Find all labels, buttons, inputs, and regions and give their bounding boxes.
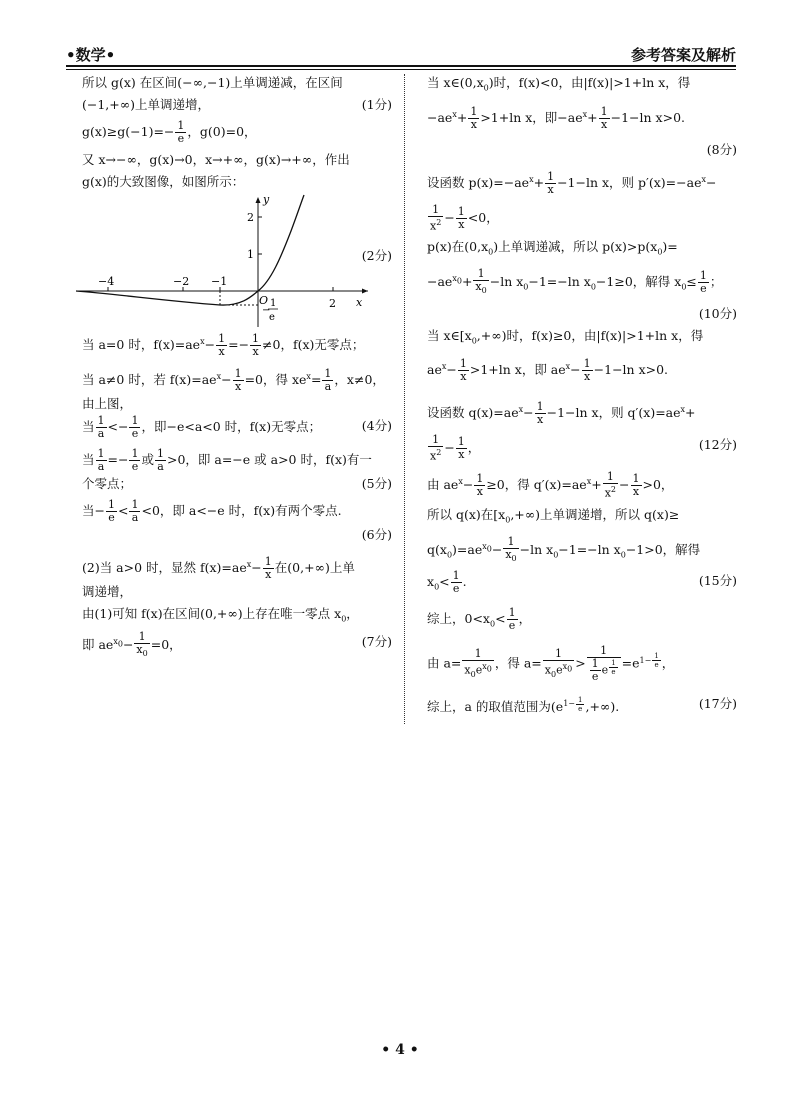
fraction: $\frac{1}{e}$ bbox=[177, 119, 185, 145]
score-mark: (5分) bbox=[361, 476, 392, 492]
score-mark: (15分) bbox=[698, 573, 737, 589]
x-label: x bbox=[356, 296, 363, 309]
text-line: 调递增， bbox=[82, 584, 133, 600]
score-line bbox=[82, 524, 392, 546]
text-line: 由 $ae^x-$ $\frac{1}{x}$ ≥0，得 $q'(x)=ae^x+$ $\frac{1}{x^2}$ − $\frac{1}{x}$ >0， bbox=[427, 470, 674, 501]
page-number: • 4 • bbox=[381, 1042, 419, 1058]
x-axis-arrow bbox=[362, 289, 368, 294]
score-mark: (6分) bbox=[361, 527, 392, 543]
score-line bbox=[427, 139, 737, 161]
text-line: 又 x→−∞，g(x)→0，x→+∞，g(x)→+∞，作出 bbox=[82, 152, 350, 167]
text-line: 综上，a 的取值范围为($e^{1- \frac{1}{e}}$ ,+∞). (17分) bbox=[427, 693, 737, 718]
score-mark: (8分) bbox=[706, 141, 737, 157]
text-line: 当 a=0 时，$f(x)=ae^x-$ $\frac{1}{x}$ =− $\frac{1}{x}$ ≠0，f(x)无零点； bbox=[82, 332, 365, 359]
text-line: 个零点； (5分) bbox=[82, 473, 392, 495]
text-line: $q(x_0)=ae^{x_0}-$ $\frac{1}{x_0}$ −ln $x_0-1=-\ln$ $x_0-1>0$，解得 bbox=[427, 534, 701, 563]
text-line: 所以 q(x)在$[x_0,+\infty)$上单调递增，所以 q(x)≥ bbox=[427, 507, 680, 525]
left-column bbox=[82, 72, 392, 660]
origin-label: O bbox=[259, 294, 269, 307]
header-rule bbox=[66, 65, 736, 67]
min-sign: − bbox=[262, 305, 271, 316]
text-line: g(x)≥g(−1)=− $\frac{1}{e}$ ，g(0)=0， bbox=[82, 119, 257, 145]
page-header bbox=[66, 44, 736, 66]
text-line: $\frac{1}{x^2}$ − $\frac{1}{x}$ <0， bbox=[430, 202, 499, 233]
right-column bbox=[427, 72, 737, 718]
graph-svg bbox=[76, 193, 376, 327]
text-line: 即 $ae^{x_0}-$ $\frac{1}{x_0}$ =0， (7分) bbox=[82, 630, 392, 659]
text-line: 综上，$0<x_0<$ $\frac{1}{e}$ ， bbox=[427, 605, 532, 632]
text-line: $-ae^x+$ $\frac{1}{x}$ >1+ln x，即$-ae^x+$ $\frac{1}{x}$ −1−ln x>0. bbox=[427, 104, 685, 131]
text-line: 当 $\frac{1}{a}$ <− $\frac{1}{e}$ ，即−e<a<0 时，f(x)无零点； (4分) bbox=[82, 414, 392, 441]
score-mark: (10分) bbox=[698, 305, 737, 321]
text-line: 当 $x\in(0,x_0)$时，f(x)<0，由|f(x)|>1+ln x，得 bbox=[427, 75, 691, 93]
min-den: e bbox=[269, 312, 275, 323]
tick-label: 2 bbox=[329, 297, 336, 310]
tick-label: −1 bbox=[211, 275, 228, 288]
tick-label: −4 bbox=[98, 275, 115, 288]
text-line: p(x)在$(0,x_0)$上单调递减，所以 $p(x)>p(x_0)=$ bbox=[427, 239, 678, 257]
text-line: 当 $\frac{1}{a}$ =− $\frac{1}{e}$ 或 $\frac{1}{a}$ >0，即 a=−e 或 a>0 时，f(x)有一 bbox=[82, 447, 372, 474]
score-mark: (7分) bbox=[361, 633, 392, 649]
header-rule-thin bbox=[66, 69, 736, 70]
section-title: 参考答案及解析 bbox=[630, 46, 736, 64]
y-axis-arrow bbox=[256, 197, 261, 203]
tick-label: 2 bbox=[247, 211, 254, 224]
text-line: 当 a≠0 时，若 $f(x)=ae^x-$ $\frac{1}{x}$ =0，得 $xe^x=$ $\frac{1}{a}$ ，x≠0， bbox=[82, 367, 385, 394]
text-line: $\frac{1}{x^2}$ − $\frac{1}{x}$ ， (12分) bbox=[430, 433, 737, 464]
text-line: 所以 g(x) 在区间(−∞,−1)上单调递减，在区间 bbox=[82, 75, 343, 90]
text-line: 当 $x\in[x_0,+\infty)$时，f(x)≥0，由|f(x)|>1+ln x，得 bbox=[427, 327, 704, 346]
text-line: $-ae^{x_0}+$ $\frac{1}{x_0}$ −ln $x_0-1=-\ln$ $x_0-1\ge 0$，解得 $x_0\le$ $\frac{1}{e}$ ； bbox=[427, 267, 723, 296]
tick-label: −2 bbox=[173, 275, 190, 288]
text-line: $ae^x-$ $\frac{1}{x}$ >1+ln x，即 $ae^x-$ $\frac{1}{x}$ −1−ln x>0. bbox=[427, 357, 669, 384]
text-line: 由(1)可知 f(x)在区间(0,+∞)上存在唯一零点 $x_0$， bbox=[82, 606, 359, 624]
text-line: g(x)的大致图像，如图所示： bbox=[82, 174, 245, 189]
score-mark: (17分) bbox=[698, 696, 737, 712]
text-line: 当− $\frac{1}{e}$ < $\frac{1}{a}$ <0，即 a<−e 时，f(x)有两个零点. bbox=[82, 498, 342, 525]
score-mark: (2分) bbox=[361, 248, 392, 263]
score-line bbox=[427, 303, 737, 325]
tick-label: 1 bbox=[247, 248, 254, 261]
score-mark: (1分) bbox=[361, 97, 392, 112]
text-line: 设函数 $p(x)=-ae^x+$ $\frac{1}{x}$ −1−ln x，则 $p'(x)=-ae^x-$ bbox=[427, 169, 717, 196]
text-line: $x_0<$ $\frac{1}{e}$ . (15分) bbox=[427, 569, 737, 596]
curve-g bbox=[76, 195, 304, 305]
subject-label: •数学• bbox=[66, 46, 116, 64]
y-label: y bbox=[263, 193, 270, 206]
score-mark: (4分) bbox=[361, 418, 392, 434]
text-line: (−1,+∞)上单调递增， (1分) bbox=[82, 94, 392, 116]
text-line: (2)当 a>0 时，显然 $f(x)=ae^x-$ $\frac{1}{x}$ 在(0,+∞)上单 bbox=[82, 555, 355, 582]
min-num: 1 bbox=[270, 298, 277, 309]
score-mark: (12分) bbox=[698, 437, 737, 453]
column-divider bbox=[404, 74, 405, 724]
text-line: 设函数 $q(x)=ae^x-$ $\frac{1}{x}$ −1−ln x，则 $q'(x)=ae^x+$ bbox=[427, 400, 696, 427]
function-graph bbox=[82, 193, 392, 327]
text-line: 由 a= $\frac{1}{x_0e^{x_0}}$ ，得 a= $\frac{1}{x_0e^{x_0}}$ > 1 $\frac{1}{e}$ e $^{\frac{1}{e}}$ $=e^{1- \frac{1}{e}}$ ， bbox=[427, 644, 675, 684]
text-line: 由上图， bbox=[82, 396, 133, 412]
